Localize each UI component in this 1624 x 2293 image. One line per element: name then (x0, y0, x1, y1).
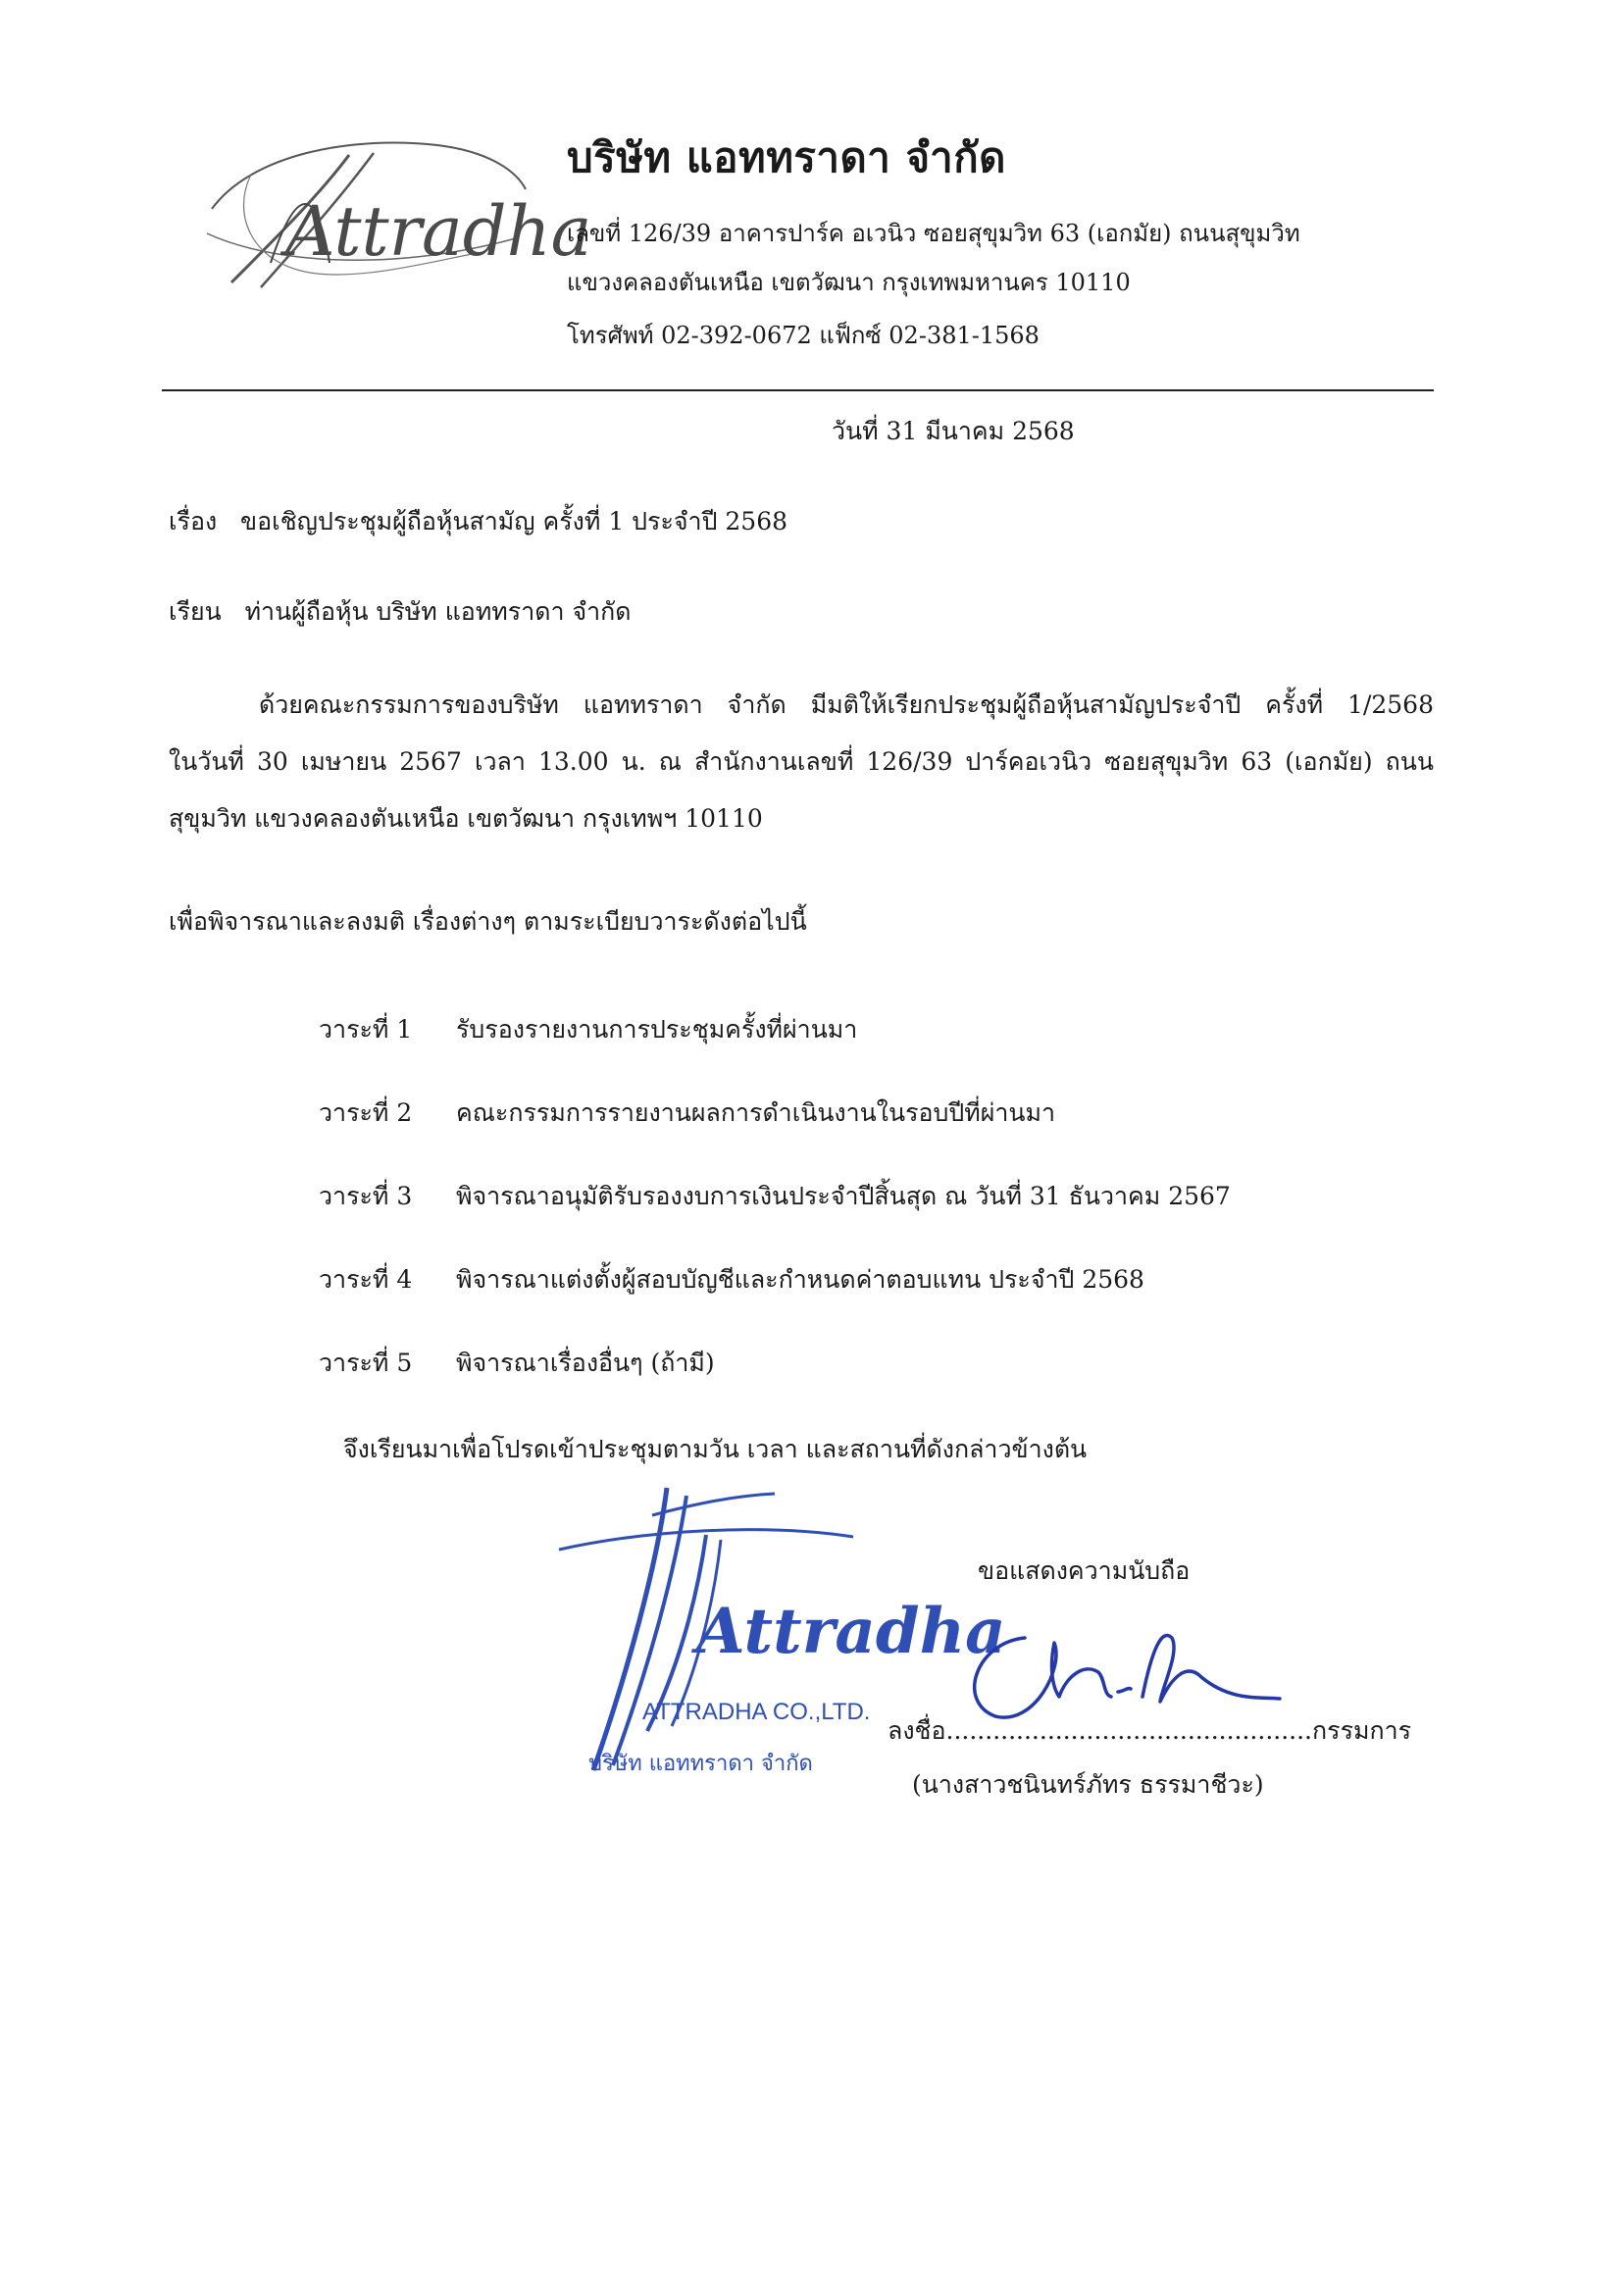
contact-line: โทรศัพท์ 02-392-0672 แฟ็กซ์ 02-381-1568 (567, 322, 1040, 349)
agenda-text: รับรองรายงานการประชุมครั้งที่ผ่านมา (456, 1015, 858, 1044)
agenda-item (319, 1094, 1055, 1133)
stamp-thai-name: บริษัท แอททราดา จำกัด (588, 1752, 813, 1776)
agenda-item (319, 1010, 857, 1049)
signature-line: ลงชื่อ...............................................กรรมการ (888, 1716, 1412, 1745)
salutation-text: ท่านผู้ถือหุ้น บริษัท แอททราดา จำกัด (244, 597, 632, 626)
agenda-item (319, 1177, 1231, 1216)
address-line-2: แขวงคลองตันเหนือ เขตวัฒนา กรุงเทพมหานคร 10110 (567, 269, 1131, 296)
stamp-english-name: ATTRADHA CO.,LTD. (642, 1699, 871, 1725)
signature-image (937, 1608, 1290, 1726)
body-paragraph (169, 677, 1434, 847)
regards-line: ขอแสดงความนับถือ (978, 1556, 1191, 1585)
agenda-number: วาระที่ 1 (319, 1015, 413, 1044)
closing-line: จึงเรียนมาเพื่อโปรดเข้าประชุมตามวัน เวลา และสถานที่ดังกล่าวข้างต้น (343, 1435, 1088, 1463)
salutation-line (169, 592, 632, 632)
agenda-item (319, 1344, 715, 1383)
agenda-number: วาระที่ 4 (319, 1265, 413, 1294)
body-line: ในวันที่ 30 เมษายน 2567 เวลา 13.00 น. ณ สำนักงานเลขที่ 126/39 ปาร์คอเวนิว ซอยสุขุมวิท 63 (เอกมัย) ถนน (169, 747, 1434, 776)
logo-script-text: Attradha (285, 191, 592, 272)
subject-label: เรื่อง (169, 507, 218, 535)
address-line-1: เลขที่ 126/39 อาคารปาร์ค อเวนิว ซอยสุขุมวิท 63 (เอกมัย) ถนนสุขุมวิท (567, 220, 1300, 247)
company-logo (192, 116, 592, 322)
agenda-number: วาระที่ 3 (319, 1182, 413, 1210)
agenda-number: วาระที่ 2 (319, 1098, 413, 1127)
subject-line (169, 502, 787, 541)
agenda-text: พิจารณาเรื่องอื่นๆ (ถ้ามี) (456, 1349, 715, 1377)
header-divider (162, 389, 1434, 391)
stamp-script-text: Attradha (696, 1595, 1006, 1668)
subject-text: ขอเชิญประชุมผู้ถือหุ้นสามัญ ครั้งที่ 1 ประจำปี 2568 (240, 507, 788, 535)
agenda-number: วาระที่ 5 (319, 1349, 413, 1377)
body-line: สุขุมวิท แขวงคลองตันเหนือ เขตวัฒนา กรุงเทพฯ 10110 (169, 804, 763, 833)
company-stamp (549, 1476, 1006, 1790)
agenda-text: คณะกรรมการรายงานผลการดำเนินงานในรอบปีที่ผ่านมา (456, 1098, 1056, 1127)
body-line: ด้วยคณะกรรมการของบริษัท แอททราดา จำกัด มีมติให้เรียกประชุมผู้ถือหุ้นสามัญประจำปี ครั้งที่ 1/2568 (259, 690, 1434, 719)
agenda-intro: เพื่อพิจารณาและลงมติ เรื่องต่างๆ ตามระเบียบวาระดังต่อไปนี้ (169, 907, 807, 936)
agenda-item (319, 1260, 1144, 1299)
signer-name: (นางสาวชนินทร์ภัทร ธรรมาชีวะ) (912, 1770, 1264, 1799)
letter-date: วันที่ 31 มีนาคม 2568 (832, 417, 1075, 445)
agenda-text: พิจารณาแต่งตั้งผู้สอบบัญชีและกำหนดค่าตอบแทน ประจำปี 2568 (456, 1265, 1144, 1294)
salutation-label: เรียน (169, 597, 222, 626)
agenda-text: พิจารณาอนุมัติรับรองงบการเงินประจำปีสิ้นสุด ณ วันที่ 31 ธันวาคม 2567 (456, 1182, 1231, 1210)
company-name: บริษัท แอททราดา จำกัด (567, 133, 1006, 181)
